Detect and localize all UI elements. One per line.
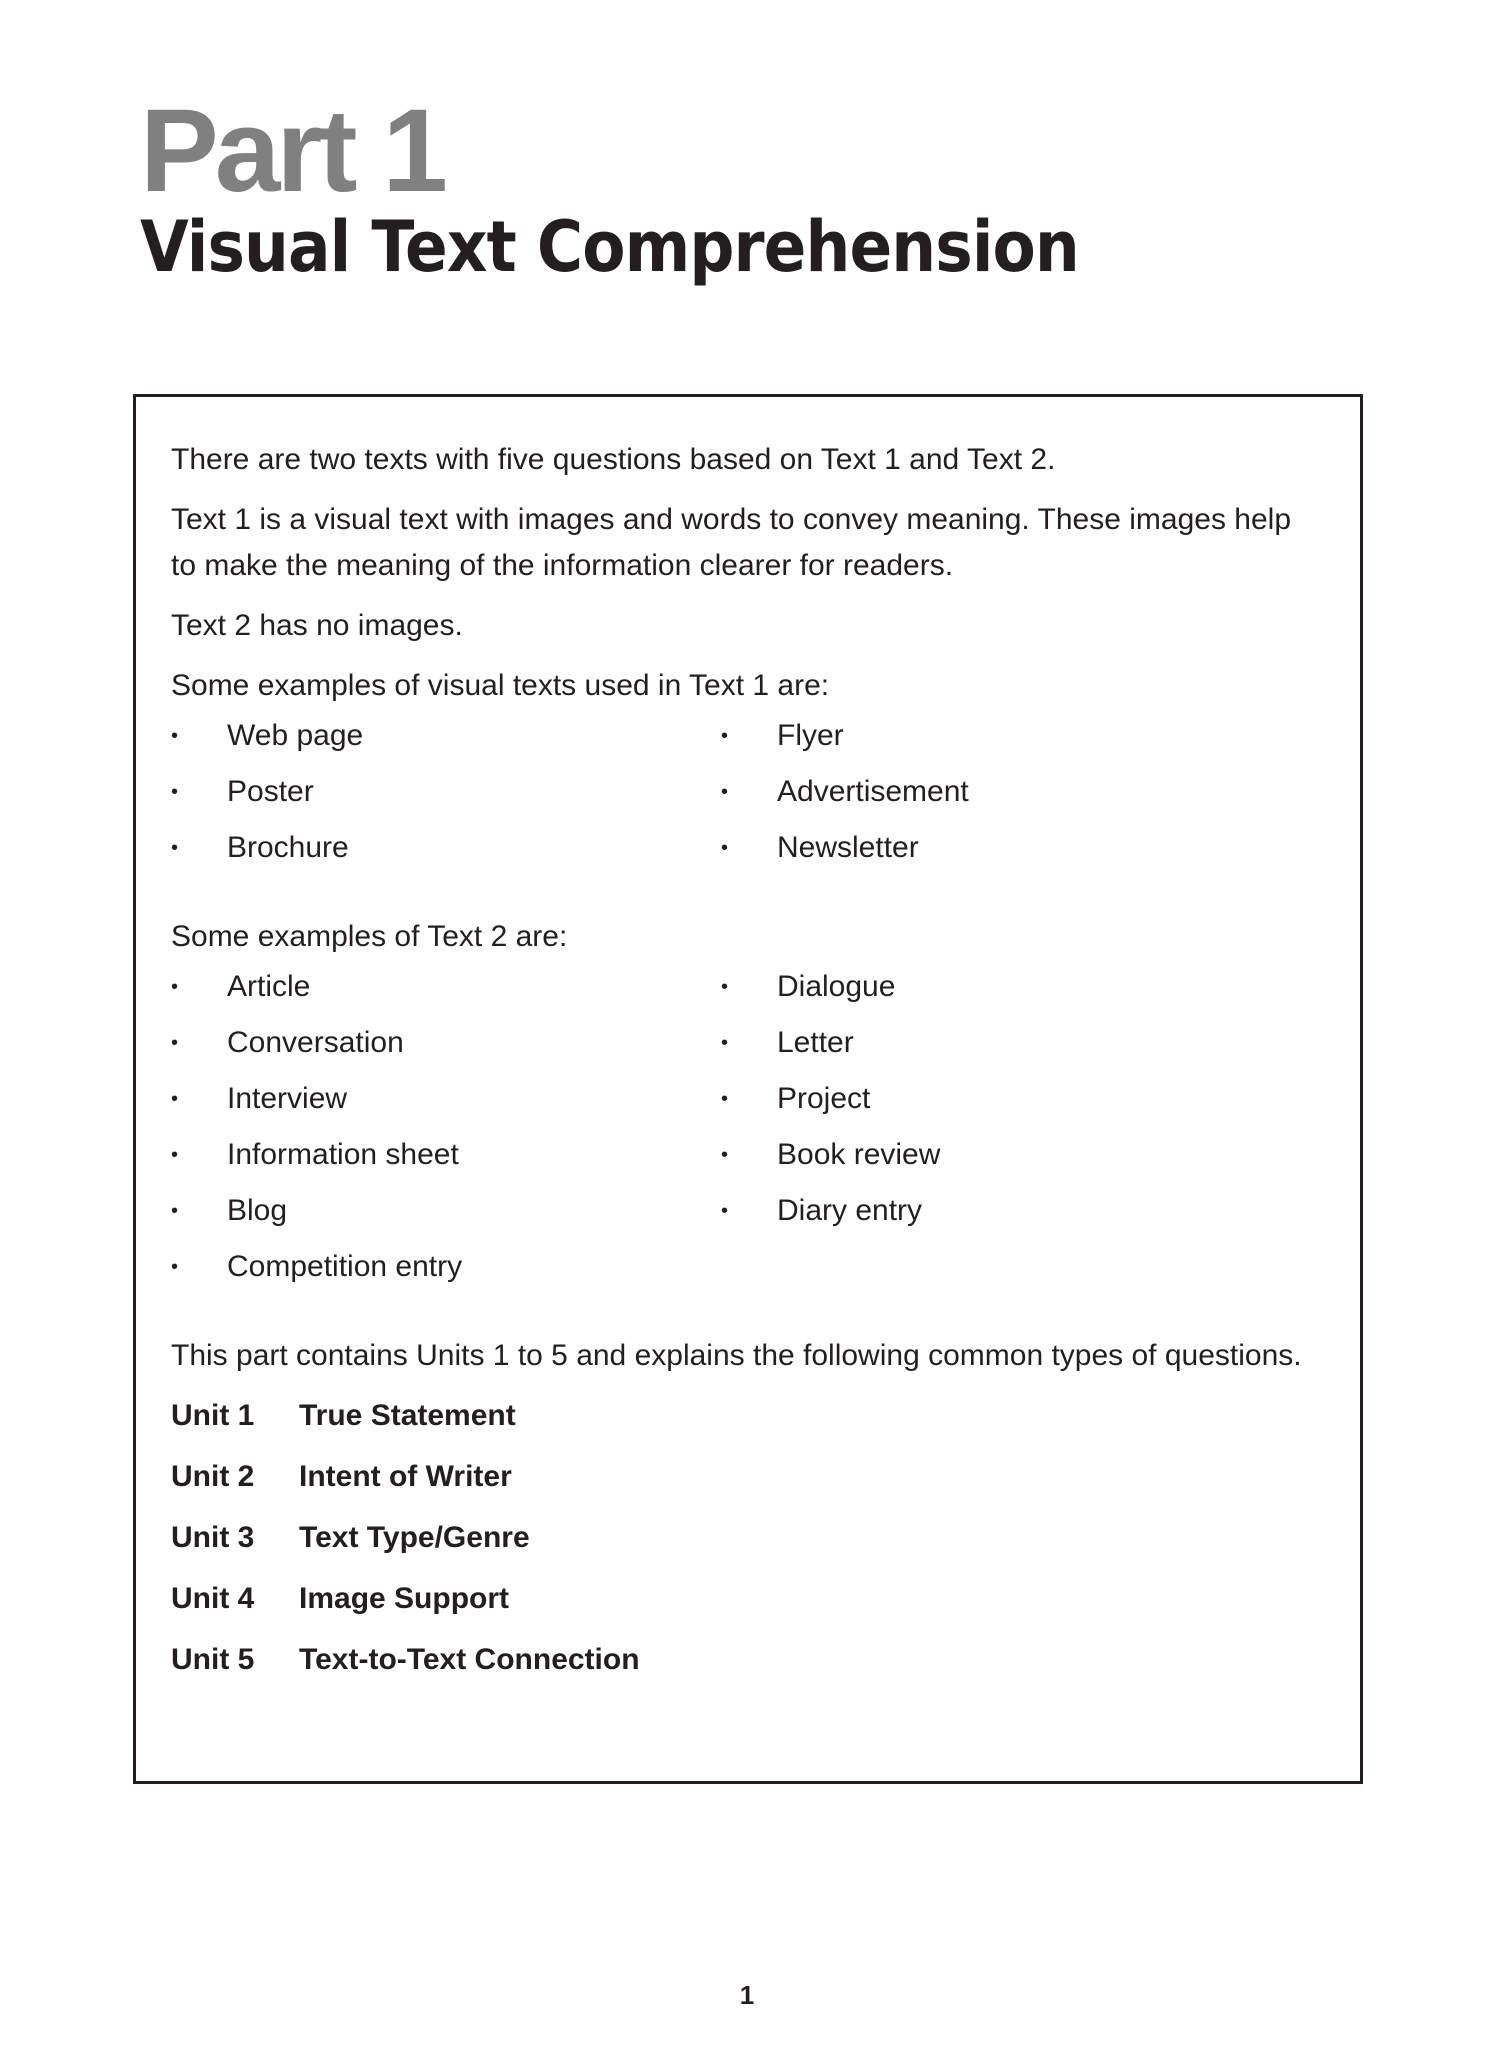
list-item-label: Diary entry — [777, 1194, 923, 1227]
list-item-label: Competition entry — [227, 1250, 463, 1283]
unit-number: Unit 3 — [171, 1521, 255, 1554]
list-item-label: Interview — [227, 1082, 348, 1115]
list-item — [721, 1188, 1320, 1237]
list-item — [721, 713, 1320, 762]
list-item — [171, 1188, 721, 1237]
list-item-label: Poster — [227, 775, 314, 808]
bullet-icon: • — [721, 725, 729, 747]
page-number: 1 — [739, 1980, 755, 2010]
visual-examples-list — [171, 713, 1320, 874]
unit-row — [171, 1515, 1320, 1561]
intro-paragraph-2: Text 1 is a visual text with images and words to convey meaning. These images help to make the meaning of the information clearer for readers. — [171, 503, 1292, 582]
unit-name: Intent of Writer — [299, 1460, 512, 1493]
list-item-label: Conversation — [227, 1026, 404, 1059]
unit-number: Unit 1 — [171, 1399, 255, 1432]
list-item — [171, 1076, 721, 1125]
list-item-label: Web page — [227, 719, 364, 752]
unit-name: True Statement — [299, 1399, 516, 1432]
bullet-icon: • — [171, 1032, 179, 1054]
units-intro: This part contains Units 1 to 5 and explains the following common types of questions. — [171, 1339, 1302, 1372]
list-item-label: Letter — [777, 1026, 854, 1059]
list-item-label: Article — [227, 970, 311, 1003]
list-item-label: Blog — [227, 1194, 288, 1227]
units-list — [171, 1393, 1320, 1683]
intro-paragraph-1: There are two texts with five questions based on Text 1 and Text 2. — [171, 443, 1056, 476]
unit-row — [171, 1576, 1320, 1622]
info-box — [133, 394, 1363, 1784]
intro-paragraph-3: Text 2 has no images. — [171, 609, 463, 642]
bullet-icon: • — [721, 1200, 729, 1222]
list-item-label: Newsletter — [777, 831, 919, 864]
unit-name: Text-to-Text Connection — [299, 1643, 640, 1676]
bullet-icon: • — [171, 1088, 179, 1110]
list-item-label: Information sheet — [227, 1138, 459, 1171]
list-item — [171, 964, 721, 1013]
list-item-label: Brochure — [227, 831, 349, 864]
bullet-icon: • — [721, 1032, 729, 1054]
list-item — [721, 769, 1320, 818]
list-item — [721, 1076, 1320, 1125]
list-item — [171, 1132, 721, 1181]
bullet-icon: • — [171, 1256, 179, 1278]
unit-number: Unit 4 — [171, 1582, 255, 1615]
bullet-icon: • — [171, 1200, 179, 1222]
list-item — [171, 713, 721, 762]
list-item — [721, 1132, 1320, 1181]
unit-number: Unit 2 — [171, 1460, 255, 1493]
section-spacer — [171, 874, 1320, 914]
bullet-icon: • — [171, 976, 179, 998]
list-item-label: Flyer — [777, 719, 844, 752]
list-item-label: Book review — [777, 1138, 941, 1171]
text2-examples-list — [171, 964, 1320, 1293]
bullet-icon: • — [171, 725, 179, 747]
info-box-content — [171, 437, 1320, 1698]
list-item-label: Project — [777, 1082, 871, 1115]
bullet-icon: • — [721, 837, 729, 859]
list-item — [721, 825, 1320, 874]
section-spacer — [171, 1293, 1320, 1333]
bullet-icon: • — [171, 781, 179, 803]
unit-number: Unit 5 — [171, 1643, 255, 1676]
unit-row — [171, 1393, 1320, 1439]
part-title: Visual Text Comprehension — [140, 206, 1079, 288]
list-item — [171, 1020, 721, 1069]
bullet-icon: • — [171, 837, 179, 859]
unit-row — [171, 1637, 1320, 1683]
unit-row — [171, 1454, 1320, 1500]
unit-name: Image Support — [299, 1582, 510, 1615]
bullet-icon: • — [721, 1144, 729, 1166]
bullet-icon: • — [721, 1088, 729, 1110]
bullet-icon: • — [171, 1144, 179, 1166]
list-item — [721, 1020, 1320, 1069]
unit-name: Text Type/Genre — [299, 1521, 530, 1554]
bullet-icon: • — [721, 781, 729, 803]
list-item — [171, 1244, 721, 1293]
visual-examples-heading: Some examples of visual texts used in Text 1 are: — [171, 669, 830, 702]
list-item-label: Advertisement — [777, 775, 969, 808]
list-item — [721, 964, 1320, 1013]
list-item — [171, 769, 721, 818]
text2-examples-heading: Some examples of Text 2 are: — [171, 920, 568, 953]
list-item — [171, 825, 721, 874]
bullet-icon: • — [721, 976, 729, 998]
list-item-label: Dialogue — [777, 970, 896, 1003]
part-number: Part 1 — [140, 85, 444, 217]
